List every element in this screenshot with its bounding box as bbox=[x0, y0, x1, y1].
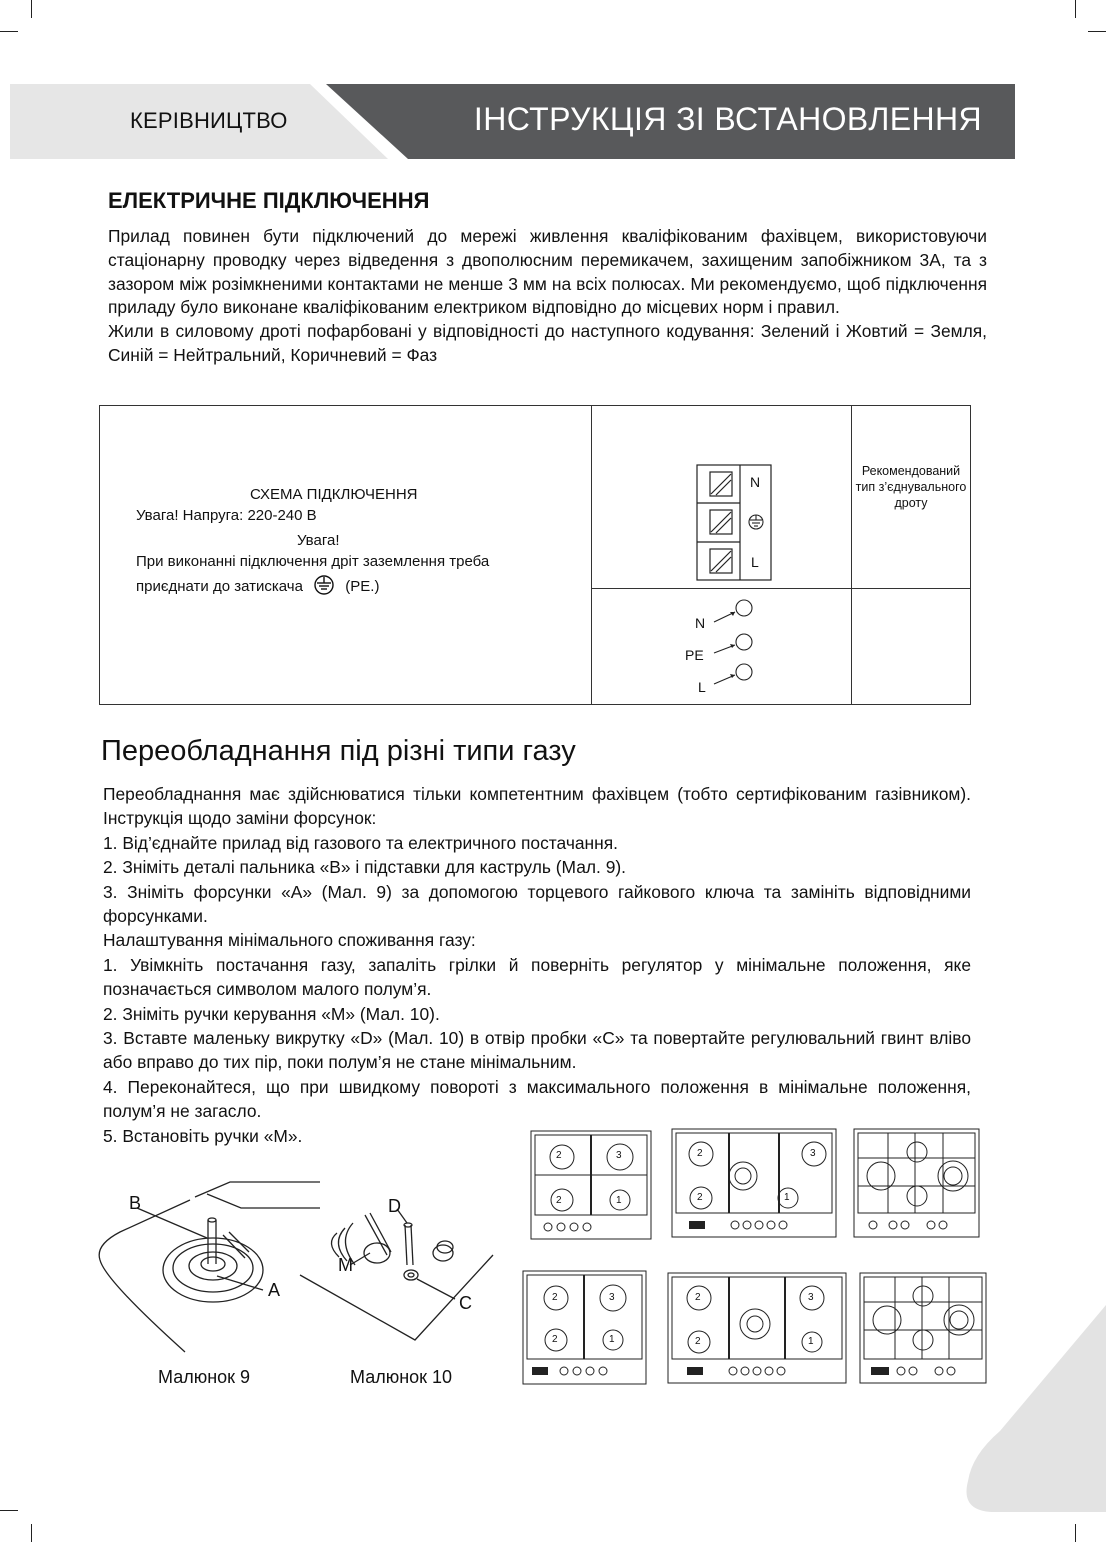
wire-label-n: N bbox=[695, 615, 706, 631]
burner-number: 1 bbox=[616, 1195, 622, 1206]
electrical-text bbox=[108, 225, 987, 368]
crop-mark bbox=[0, 1510, 18, 1511]
burner-number: 3 bbox=[609, 1292, 615, 1303]
figure-9-caption: Малюнок 9 bbox=[158, 1367, 251, 1387]
crop-mark bbox=[1075, 1524, 1076, 1542]
hob-diagram-4-burner-display bbox=[522, 1270, 647, 1385]
fig10-label-c: C bbox=[459, 1293, 472, 1313]
crop-mark bbox=[0, 31, 18, 32]
electrical-paragraph: Жили в силовому дроті пофарбовані у відповідності до наступного кодування: Зелений і Жовтий = Земля, Синій = Нейтральний, Коричневий = Фаз bbox=[108, 321, 987, 365]
terminal-label-n: N bbox=[750, 474, 761, 490]
instruction-line: 2. Зніміть ручки керування «М» (Мал. 10). bbox=[103, 1003, 440, 1024]
terminal-block-diagram bbox=[696, 464, 776, 584]
table-divider bbox=[591, 588, 971, 589]
burner-number: 1 bbox=[784, 1192, 790, 1203]
attention-label: Увага! bbox=[297, 532, 340, 549]
hob-diagram-5-burner bbox=[671, 1128, 837, 1238]
scheme-title: СХЕМА ПІДКЛЮЧЕННЯ bbox=[250, 486, 418, 503]
figure-10-caption: Малюнок 10 bbox=[350, 1367, 453, 1387]
instruction-line: 2. Зніміть деталі пальника «В» і підставки для каструль (Мал. 9). bbox=[103, 857, 626, 878]
gas-conversion-title: Переобладнання під різні типи газу bbox=[101, 735, 576, 767]
burner-number: 2 bbox=[556, 1195, 562, 1206]
gas-conversion-text bbox=[103, 782, 971, 1148]
instruction-line: Переобладнання має здійснюватися тільки компетентним фахівцем (тобто сертифікованим газівником). Інструкція щодо заміни форсунок: bbox=[103, 784, 971, 829]
table-divider bbox=[591, 405, 592, 705]
instruction-line: 3. Зніміть форсунки «А» (Мал. 9) за допомогою торцевого гайкового ключа та замініть відповідними форсунками. bbox=[103, 881, 971, 927]
burner-number: 1 bbox=[609, 1334, 615, 1345]
table-divider bbox=[851, 405, 852, 705]
burner-number: 2 bbox=[695, 1336, 701, 1347]
instruction-line: 3. Вставте маленьку викрутку «D» (Мал. 10) в отвір пробки «С» та повертайте регулювальний гвинт вліво або вправо до тих пір, поки полум’я не стане мінімальним. bbox=[103, 1028, 971, 1073]
figure-10-knob-drawing bbox=[295, 1195, 495, 1345]
wire-label-l: L bbox=[698, 679, 706, 695]
burner-number: 3 bbox=[810, 1148, 816, 1159]
crop-mark bbox=[31, 1524, 32, 1542]
ground-symbol-icon bbox=[749, 515, 763, 529]
electrical-paragraph: Прилад повинен бути підключений до мережі живлення кваліфікованим фахівцем, використовуючи стаціонарну проводку через відведення з двополюсним перемикачем, захищеним запобіжником 3А, та з зазором між розімкненими контактами не менше 3 мм на всіх полюсах. Ми рекомендуємо, щоб підключення приладу було виконане кваліфікованим електриком відповідно до місцевих норм і правил. bbox=[108, 226, 987, 318]
instruction-line: 1. Увімкніть постачання газу, запаліть грілки й поверніть регулятор у мінімальне положення, яке позначається символом малого полум’я. bbox=[103, 954, 971, 1000]
ground-instruction-line2 bbox=[136, 575, 379, 595]
electrical-title: ЕЛЕКТРИЧНЕ ПІДКЛЮЧЕННЯ bbox=[108, 188, 430, 213]
burner-number: 3 bbox=[808, 1292, 814, 1303]
instruction-line: 5. Встановіть ручки «М». bbox=[103, 1125, 303, 1146]
voltage-warning: Увага! Напруга: 220-240 В bbox=[136, 507, 317, 524]
crop-mark bbox=[1088, 31, 1106, 32]
burner-number: 2 bbox=[697, 1192, 703, 1203]
wire-connection-diagram bbox=[708, 598, 758, 688]
ground-instruction: При виконанні підключення дріт заземлення треба bbox=[136, 553, 490, 570]
page-corner-decoration bbox=[960, 1305, 1106, 1515]
burner-number: 1 bbox=[808, 1336, 814, 1347]
hob-diagram-5-burner-display bbox=[667, 1272, 847, 1384]
burner-number: 2 bbox=[695, 1292, 701, 1303]
wire-label-pe: PE bbox=[685, 647, 704, 663]
fig9-label-a: A bbox=[268, 1280, 281, 1300]
ground-text: приєднати до затискача bbox=[136, 578, 303, 595]
burner-number: 2 bbox=[556, 1150, 562, 1161]
hob-diagram-5-burner-wok bbox=[853, 1128, 980, 1238]
instruction-line: Налаштування мінімального споживання газу: bbox=[103, 930, 476, 951]
crop-mark bbox=[31, 0, 32, 18]
burner-number: 3 bbox=[616, 1150, 622, 1161]
pe-text: (PE.) bbox=[345, 578, 380, 595]
terminal-label-l: L bbox=[751, 554, 759, 570]
burner-number: 2 bbox=[552, 1334, 558, 1345]
burner-number: 2 bbox=[552, 1292, 558, 1303]
hob-diagram-4-burner bbox=[530, 1130, 652, 1240]
header-manual-label: КЕРІВНИЦТВО bbox=[130, 108, 288, 133]
crop-mark bbox=[1075, 0, 1076, 18]
fig10-label-m: M bbox=[338, 1255, 353, 1275]
fig10-label-d: D bbox=[388, 1196, 401, 1216]
ground-symbol-icon bbox=[313, 575, 335, 595]
instruction-line: 1. Від’єднайте прилад від газового та електричного постачання. bbox=[103, 832, 619, 853]
fig9-label-b: B bbox=[129, 1193, 142, 1213]
recommended-cable-type: Рекомендований тип з’єднувального дроту bbox=[855, 464, 967, 510]
instruction-line: 4. Переконайтеся, що при швидкому повороті з максимального положення в мінімальне положення, полум’я не загасло. bbox=[103, 1076, 971, 1122]
header-section-title: ІНСТРУКЦІЯ ЗІ ВСТАНОВЛЕННЯ bbox=[473, 101, 982, 137]
burner-number: 2 bbox=[697, 1148, 703, 1159]
